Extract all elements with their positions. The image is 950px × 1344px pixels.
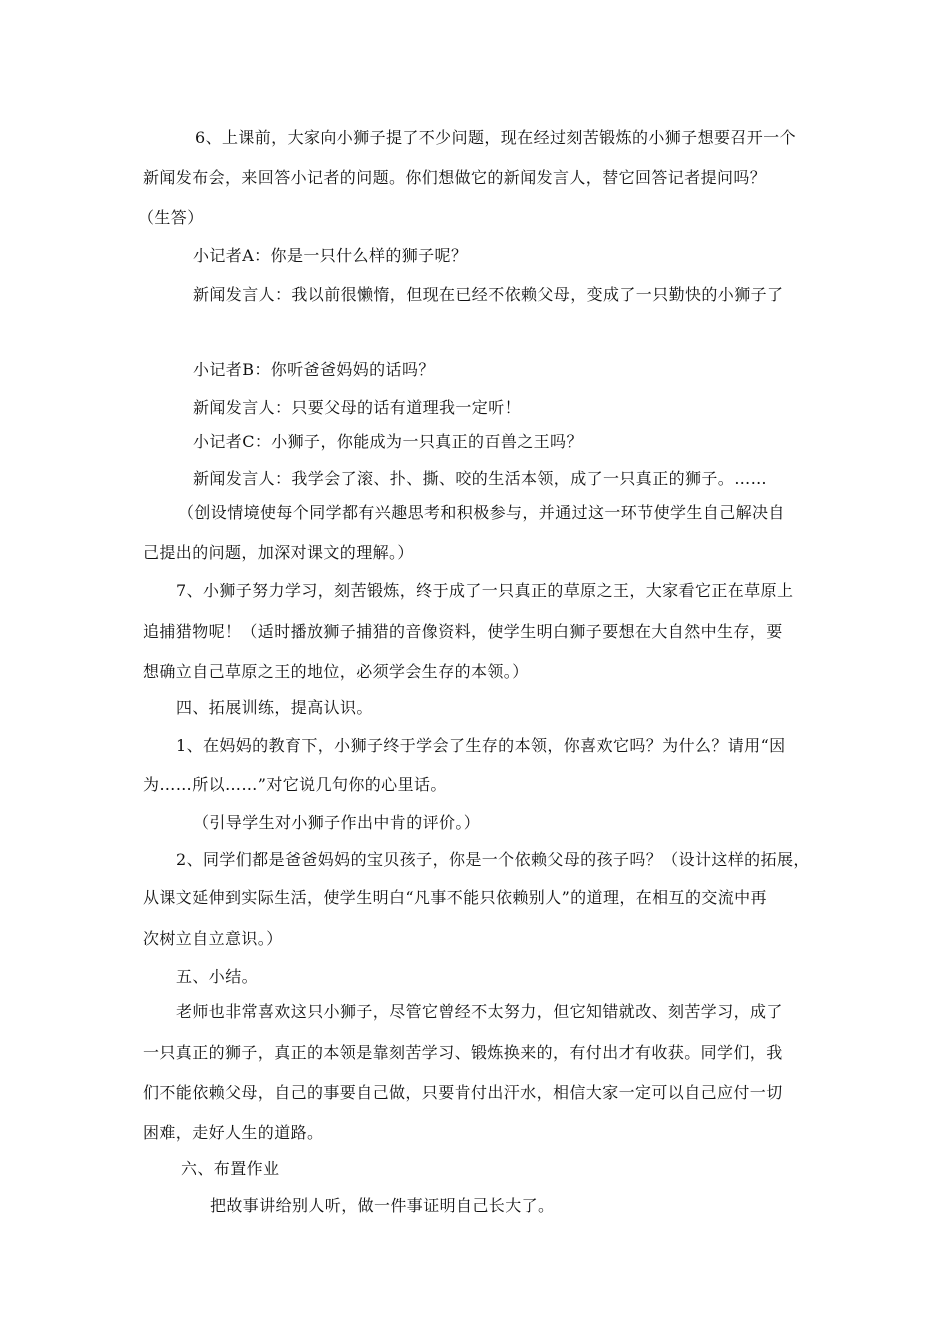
dialogue-line: 小记者A：你是一只什么样的狮子呢？	[193, 246, 468, 265]
section-heading: 四、拓展训练，提高认识。	[176, 698, 373, 717]
dialogue-line: 小记者C：小狮子，你能成为一只真正的百兽之王吗？	[193, 432, 583, 451]
paragraph-line: 追捕猎物呢！（适时播放狮子捕猎的音像资料，使学生明白狮子要想在大自然中生存，要	[143, 622, 783, 641]
section-heading: 五、小结。	[176, 967, 259, 986]
dialogue-line: 新闻发言人：我以前很懒惰，但现在已经不依赖父母，变成了一只勤快的小狮子了	[193, 285, 784, 304]
paragraph-line: 2、同学们都是爸爸妈妈的宝贝孩子，你是一个依赖父母的孩子吗？（设计这样的拓展，	[176, 850, 810, 869]
dialogue-line: 新闻发言人：只要父母的话有道理我一定听！	[193, 398, 522, 417]
paragraph-line: 困难，走好人生的道路。	[143, 1123, 324, 1142]
paragraph-line: 一只真正的狮子，真正的本领是靠刻苦学习、锻炼换来的，有付出才有收获。同学们，我	[143, 1043, 783, 1062]
paragraph-line: （生答）	[138, 208, 204, 227]
paragraph-line: 为……所以……”对它说几句你的心里话。	[143, 775, 447, 794]
paragraph-line: 把故事讲给别人听，做一件事证明自己长大了。	[210, 1196, 555, 1215]
paragraph-line: 老师也非常喜欢这只小狮子，尽管它曾经不太努力，但它知错就改、刻苦学习，成了	[176, 1002, 783, 1021]
section-heading: 六、布置作业	[181, 1159, 280, 1178]
paragraph-line: 想确立自己草原之王的地位，必须学会生存的本领。）	[143, 662, 529, 681]
paragraph-line: 们不能依赖父母，自己的事要自己做，只要肯付出汗水，相信大家一定可以自己应付一切	[143, 1083, 783, 1102]
dialogue-line: 小记者B：你听爸爸妈妈的话吗？	[193, 360, 435, 379]
paragraph-line: 1、在妈妈的教育下，小狮子终于学会了生存的本领，你喜欢它吗？为什么？请用“因	[176, 736, 786, 755]
paragraph-line: （创设情境使每个同学都有兴趣思考和积极参与，并通过这一环节使学生自己解决自	[178, 503, 785, 522]
paragraph-line: 次树立自立意识。）	[143, 929, 283, 948]
dialogue-line: 新闻发言人：我学会了滚、扑、撕、咬的生活本领，成了一只真正的狮子。……	[193, 469, 768, 488]
paragraph-line: 己提出的问题，加深对课文的理解。）	[143, 543, 414, 562]
paragraph-line: 7、小狮子努力学习，刻苦锻炼，终于成了一只真正的草原之王，大家看它正在草原上	[176, 581, 794, 600]
paragraph-line: 新闻发布会，来回答小记者的问题。你们想做它的新闻发言人，替它回答记者提问吗？	[143, 168, 767, 187]
paragraph-line: （引导学生对小狮子作出中肯的评价。）	[193, 813, 481, 832]
paragraph-line: 6、上课前，大家向小狮子提了不少问题，现在经过刻苦锻炼的小狮子想要召开一个	[195, 128, 796, 147]
paragraph-line: 从课文延伸到实际生活，使学生明白“凡事不能只依赖别人”的道理，在相互的交流中再	[143, 888, 767, 907]
